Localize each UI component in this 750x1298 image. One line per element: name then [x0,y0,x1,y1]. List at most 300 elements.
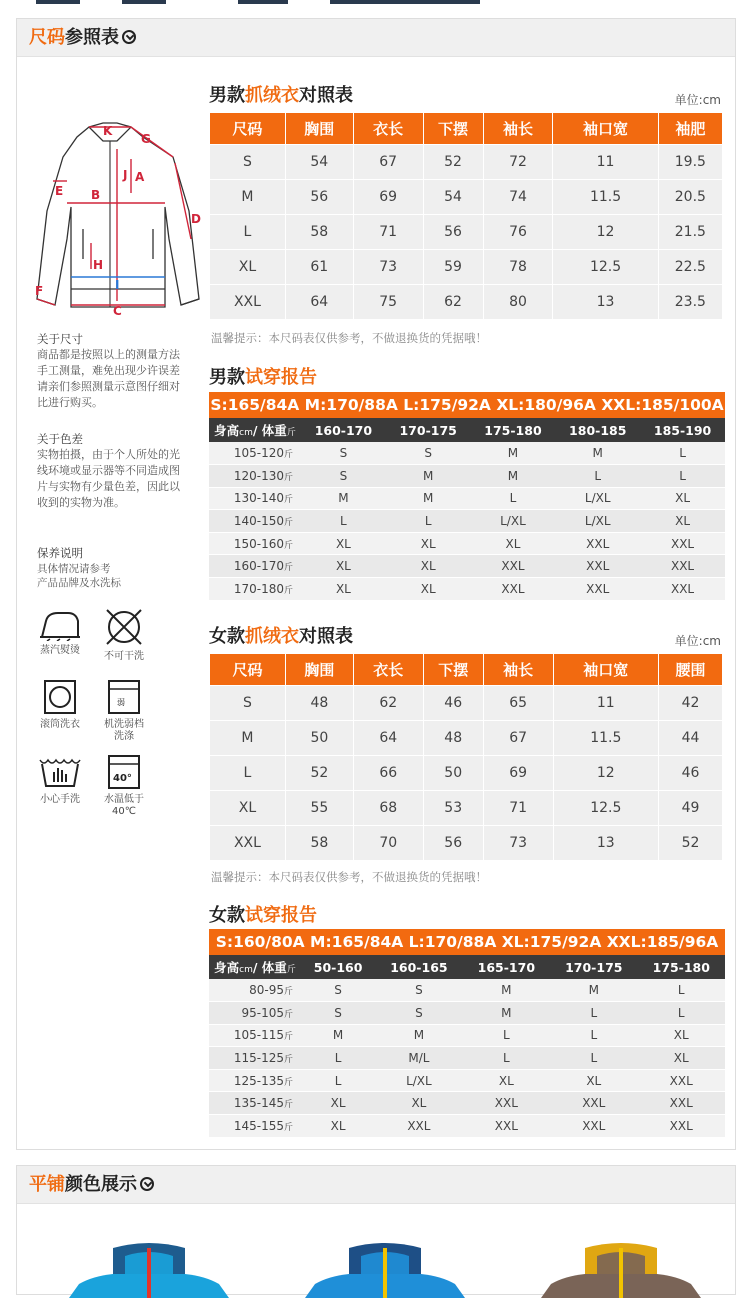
about-size-heading: 关于尺寸 [37,332,83,346]
size-column-header: 袖长 [484,654,553,685]
size-cell: M [210,180,285,214]
fit-size-cell: S [301,1002,375,1025]
size-row [210,686,722,720]
chevron-down-icon[interactable] [140,1177,154,1191]
women-fit-table [209,929,725,1138]
size-cell: 44 [659,721,722,755]
size-cell: 19.5 [659,145,722,179]
fit-weight-unit: 斤 [283,987,293,998]
fit-size-cell: XL [471,532,556,555]
size-cell: 65 [484,686,553,720]
care-label: 蒸汽熨烫 [40,645,80,656]
fit-weight-unit: 斤 [283,585,293,596]
size-cell: 42 [659,686,722,720]
fit-weight-value: 160-170 [233,559,284,574]
fit-row [209,487,725,510]
fit-weight-value: 80-95 [249,983,284,998]
size-row [210,791,722,825]
size-column-header: 衣长 [354,113,423,144]
fit-size-cell: XXL [640,578,725,601]
size-cell: 11 [553,145,657,179]
size-column-header: 下摆 [424,113,483,144]
size-column-header: 袖肥 [659,113,722,144]
fit-size-cell: L [301,510,386,533]
svg-text:C: C [113,304,122,315]
fit-size-cell: XL [301,1115,375,1138]
size-column-header: 下摆 [424,654,483,685]
svg-text:J: J [123,168,128,182]
size-cell: 62 [354,686,423,720]
size-cell: 64 [286,285,353,319]
fit-size-cell: L [638,1002,726,1025]
women-chart-title-b: 抓绒衣 [245,626,299,647]
fit-row [209,1047,725,1070]
size-chart-title: 参照表 [65,27,119,48]
fit-weight-unit: 斤 [283,1009,293,1020]
size-header-row [210,654,722,685]
svg-text:B: B [91,188,101,202]
jacket-color-swatch[interactable] [541,1238,701,1298]
size-cell: 12.5 [554,791,658,825]
fit-size-cell: M/L [375,1047,462,1070]
size-cell: 54 [286,145,353,179]
size-cell: 12 [553,215,657,249]
care-item-machine-wash [99,679,149,743]
size-column-header: 衣长 [354,654,423,685]
size-row [210,215,722,249]
about-color-heading: 关于色差 [37,432,83,446]
size-cell: 75 [354,285,423,319]
fit-weight-cell [209,442,301,465]
men-report-title-a: 男款 [209,367,245,388]
size-cell: 13 [553,285,657,319]
fit-size-cell: S [375,979,462,1002]
care-item-no-dry-clean [99,607,149,663]
men-chart-title-a: 男款 [209,85,245,106]
fit-size-cell: S [386,442,471,465]
fit-row [209,510,725,533]
size-cell: 11 [554,686,658,720]
care-line: 具体情况请参考 [37,563,111,575]
fit-size-cell: L/XL [555,510,640,533]
svg-text:H: H [93,258,104,272]
men-report-title-b: 试穿报告 [245,367,317,388]
color-display-panel [16,1165,736,1295]
fit-weight-cell [209,465,301,488]
fit-height-column: 180-185 [555,418,640,442]
fit-corner-height: 身高 [214,423,240,438]
fit-size-cell: L [463,1024,550,1047]
size-cell: 56 [424,215,483,249]
fit-weight-cell [209,578,301,601]
about-size-block [37,331,197,411]
fit-weight-unit: 斤 [283,1077,293,1088]
size-cell: 71 [484,791,553,825]
size-column-header: 尺码 [210,654,285,685]
men-fit-table [209,392,725,601]
size-cell: 46 [424,686,483,720]
size-cell: 61 [286,250,353,284]
fit-size-cell: L [550,1002,637,1025]
fit-row [209,532,725,555]
fit-size-cell: XXL [638,1115,726,1138]
size-row [210,145,722,179]
fit-size-cell: L [640,465,725,488]
size-cell: 12.5 [553,250,657,284]
fit-size-cell: XXL [375,1115,462,1138]
fit-weight-value: 105-120 [233,446,284,461]
fit-size-cell: M [463,979,550,1002]
women-chart-title-c: 对照表 [299,626,353,647]
fit-weight-cell [209,555,301,578]
size-cell: XXL [210,285,285,319]
size-cell: 52 [286,756,353,790]
fit-weight-unit: 斤 [283,1055,293,1066]
fit-weight-cell [209,532,301,555]
size-chart-title-highlight: 尺码 [29,27,65,48]
size-cell: 56 [286,180,353,214]
women-size-table [209,653,723,861]
fit-row [209,1002,725,1025]
fit-weight-unit: 斤 [283,540,293,551]
fit-row [209,1092,725,1115]
steam-iron-icon [38,607,82,641]
fit-size-cell: XXL [640,555,725,578]
fit-corner-weight: / 体重 [252,960,287,975]
fit-weight-value: 150-160 [233,536,284,551]
fit-weight-value: 130-140 [233,491,284,506]
svg-text:40°: 40° [113,773,132,784]
size-cell: 58 [286,215,353,249]
fit-height-column: 185-190 [640,418,725,442]
fit-size-spec-list: S:165/84A M:170/88A L:175/92A XL:180/96A XXL:185/100A [209,392,725,418]
women-report-title-a: 女款 [209,905,245,926]
size-cell: L [210,756,285,790]
svg-text:E: E [55,184,64,198]
fit-height-column: 175-180 [638,955,726,979]
fit-size-cell: XL [638,1024,726,1047]
fit-size-spec-list: S:160/80A M:165/84A L:170/88A XL:175/92A XXL:185/96A [209,929,725,955]
fit-row [209,1115,725,1138]
fit-size-cell: XXL [471,555,556,578]
care-item-wash-40 [99,754,149,818]
size-column-header: 腰围 [659,654,722,685]
fit-size-cell: XL [640,510,725,533]
fit-weight-cell [209,1115,301,1138]
size-cell: 58 [286,826,353,860]
fit-size-cell: M [301,1024,375,1047]
fit-size-cell: S [301,465,386,488]
size-cell: 48 [424,721,483,755]
fit-size-cell: L [301,1069,375,1092]
fit-row [209,1024,725,1047]
fit-corner-label [209,418,301,442]
hand-wash-icon [38,754,82,790]
fit-size-cell: XXL [638,1092,726,1115]
size-row [210,756,722,790]
fit-size-cell: M [386,465,471,488]
fit-size-cell: XXL [550,1092,637,1115]
fit-sizes-row [209,929,725,955]
color-display-title-highlight: 平铺 [29,1174,65,1195]
about-size-line: 请亲们参照测量示意图仔细对 [37,380,180,393]
size-column-header: 袖口宽 [553,113,657,144]
size-column-header: 袖长 [484,113,553,144]
men-chart-title [209,81,353,107]
size-cell: 56 [424,826,483,860]
care-item-hand-wash [35,754,85,806]
size-cell: 11.5 [554,721,658,755]
fit-row [209,465,725,488]
fit-size-cell: L [463,1047,550,1070]
fit-size-cell: XL [640,487,725,510]
care-block [37,546,197,590]
fit-size-cell: XXL [550,1115,637,1138]
fit-size-cell: M [471,465,556,488]
men-size-table [209,112,723,320]
fit-weight-cell [209,1024,301,1047]
fit-size-cell: L/XL [555,487,640,510]
fit-size-cell: XL [386,578,471,601]
about-color-line: 线环境或显示器等不同造成图 [37,464,180,477]
size-cell: 74 [484,180,553,214]
fit-corner-label [209,955,301,979]
previous-section-edge [0,0,750,6]
fit-row [209,578,725,601]
machine-wash-gentle-icon [107,679,141,715]
fit-size-cell: L [550,1024,637,1047]
fit-corner-unit: cm [239,428,253,438]
care-item-tumble [35,679,85,731]
fit-size-cell: S [301,979,375,1002]
size-cell: 69 [354,180,423,214]
fit-weight-cell [209,1047,301,1070]
women-chart-unit: 单位:cm [674,634,721,648]
size-cell: XL [210,791,285,825]
size-cell: 48 [286,686,353,720]
men-chart-note: 温馨提示：本尺码表仅供参考，不做退换货的凭据哦！ [211,331,487,345]
fit-weight-cell [209,979,301,1002]
fit-row [209,1069,725,1092]
wash-40-icon [107,754,141,790]
fit-size-cell: XXL [555,555,640,578]
fit-weight-unit: 斤 [283,450,293,461]
size-cell: 50 [424,756,483,790]
fit-weight-unit: 斤 [283,1122,293,1133]
size-cell: 22.5 [659,250,722,284]
size-cell: 67 [354,145,423,179]
jacket-color-swatch[interactable] [69,1238,229,1298]
tumble-dry-icon [43,679,77,715]
women-chart-title-a: 女款 [209,626,245,647]
men-chart-title-c: 对照表 [299,85,353,106]
size-cell: 76 [484,215,553,249]
men-report-title [209,363,317,389]
size-chart-header[interactable] [17,19,735,57]
size-cell: 59 [424,250,483,284]
fit-weight-cell [209,487,301,510]
svg-text:D: D [191,212,201,226]
fit-height-column: 160-170 [301,418,386,442]
fit-size-cell: L [301,1047,375,1070]
fit-size-cell: L [550,1047,637,1070]
size-cell: 21.5 [659,215,722,249]
size-cell: 49 [659,791,722,825]
fit-weight-value: 125-135 [233,1073,284,1088]
men-chart-unit: 单位:cm [674,93,721,107]
fit-corner-height: 身高 [214,960,240,975]
fit-size-cell: XXL [640,532,725,555]
care-heading: 保养说明 [37,546,83,560]
about-size-line: 商品都是按照以上的测量方法 [37,348,180,361]
size-cell: 67 [484,721,553,755]
size-cell: 11.5 [553,180,657,214]
fit-weight-cell [209,1092,301,1115]
size-cell: 12 [554,756,658,790]
fit-height-column: 165-170 [463,955,550,979]
care-label: 小心手洗 [40,794,80,805]
fit-corner-unit: cm [239,965,253,975]
size-column-header: 袖口宽 [554,654,658,685]
fit-weight-value: 120-130 [233,468,284,483]
care-label: 机洗弱档 洗涤 [104,719,144,742]
size-cell: S [210,145,285,179]
size-column-header: 胸围 [286,113,353,144]
size-cell: 13 [554,826,658,860]
size-cell: 46 [659,756,722,790]
no-dry-clean-icon [104,607,144,647]
size-cell: 20.5 [659,180,722,214]
fit-size-cell: L [638,979,726,1002]
size-cell: 68 [354,791,423,825]
fit-size-cell: M [301,487,386,510]
fit-size-cell: XL [301,532,386,555]
care-item-steam-iron [35,607,85,657]
size-row [210,826,722,860]
size-cell: XL [210,250,285,284]
fit-size-cell: L [640,442,725,465]
svg-text:F: F [35,284,44,298]
fit-size-cell: XXL [471,578,556,601]
size-cell: 66 [354,756,423,790]
fit-size-cell: M [471,442,556,465]
chevron-down-icon[interactable] [122,30,136,44]
svg-text:I: I [115,278,120,292]
women-report-title-b: 试穿报告 [245,905,317,926]
size-row [210,180,722,214]
fit-height-column: 170-175 [550,955,637,979]
fit-height-column: 170-175 [386,418,471,442]
about-color-line: 片与实物有少量色差，因此以 [37,480,180,493]
size-column-header: 胸围 [286,654,353,685]
size-header-row [210,113,722,144]
fit-size-cell: L [555,465,640,488]
fit-weight-unit: 斤 [283,472,293,483]
fit-sizes-row [209,392,725,418]
fit-weight-unit: 斤 [283,495,293,506]
fit-row [209,442,725,465]
fit-weight-cell [209,1002,301,1025]
size-cell: S [210,686,285,720]
fit-height-column: 160-165 [375,955,462,979]
size-cell: XXL [210,826,285,860]
fit-row [209,979,725,1002]
size-cell: L [210,215,285,249]
fit-weight-unit: 斤 [283,563,293,574]
care-label: 不可干洗 [104,651,144,662]
fit-size-cell: XXL [555,532,640,555]
fit-weight-unit: 斤 [283,1032,293,1043]
fit-height-column: 50-160 [301,955,375,979]
size-row [210,721,722,755]
size-cell: 23.5 [659,285,722,319]
fit-weight-cell [209,510,301,533]
fit-size-cell: XL [386,532,471,555]
fit-size-cell: L [471,487,556,510]
fit-weight-value: 140-150 [233,514,284,529]
fit-size-cell: L [386,510,471,533]
size-cell: 72 [484,145,553,179]
size-cell: 52 [424,145,483,179]
fit-weight-unit: 斤 [283,518,293,529]
size-cell: 69 [484,756,553,790]
fit-size-cell: XXL [638,1069,726,1092]
size-cell: 73 [484,826,553,860]
size-cell: 55 [286,791,353,825]
color-display-header[interactable] [17,1166,735,1204]
fit-size-cell: XL [301,1092,375,1115]
women-chart-note: 温馨提示：本尺码表仅供参考，不做退换货的凭据哦！ [211,870,487,884]
size-cell: 80 [484,285,553,319]
size-cell: 54 [424,180,483,214]
fit-size-cell: S [301,442,386,465]
fit-size-cell: XL [550,1069,637,1092]
size-cell: 64 [354,721,423,755]
fit-height-column: 175-180 [471,418,556,442]
fit-weight-cell [209,1069,301,1092]
jacket-measurement-diagram [31,119,203,315]
fit-row [209,555,725,578]
size-column-header: 尺码 [210,113,285,144]
size-cell: 70 [354,826,423,860]
svg-text:弱: 弱 [117,698,125,707]
care-line: 产品品牌及水洗标 [37,577,121,589]
fit-weight-unit: 斤 [283,1100,293,1111]
size-chart-panel [16,18,736,1150]
jacket-color-swatch[interactable] [305,1238,465,1298]
fit-size-cell: M [463,1002,550,1025]
fit-size-cell: L/XL [375,1069,462,1092]
fit-size-cell: M [386,487,471,510]
about-color-line: 实物拍摄，由于个人所处的光 [37,448,180,461]
size-cell: 73 [354,250,423,284]
fit-weight-value: 95-105 [241,1005,284,1020]
svg-text:G: G [141,132,151,146]
care-label: 滚筒洗衣 [40,719,80,730]
fit-size-cell: S [375,1002,462,1025]
fit-corner-weight: / 体重 [252,423,287,438]
size-row [210,285,722,319]
fit-weight-value: 135-145 [233,1096,284,1111]
svg-text:K: K [103,124,113,138]
about-color-line: 收到的实物为准。 [37,496,125,509]
fit-size-cell: M [375,1024,462,1047]
fit-size-cell: XXL [555,578,640,601]
fit-size-cell: XL [463,1069,550,1092]
fit-size-cell: M [555,442,640,465]
fit-corner-unit: 斤 [286,428,296,438]
fit-height-row [209,955,725,979]
